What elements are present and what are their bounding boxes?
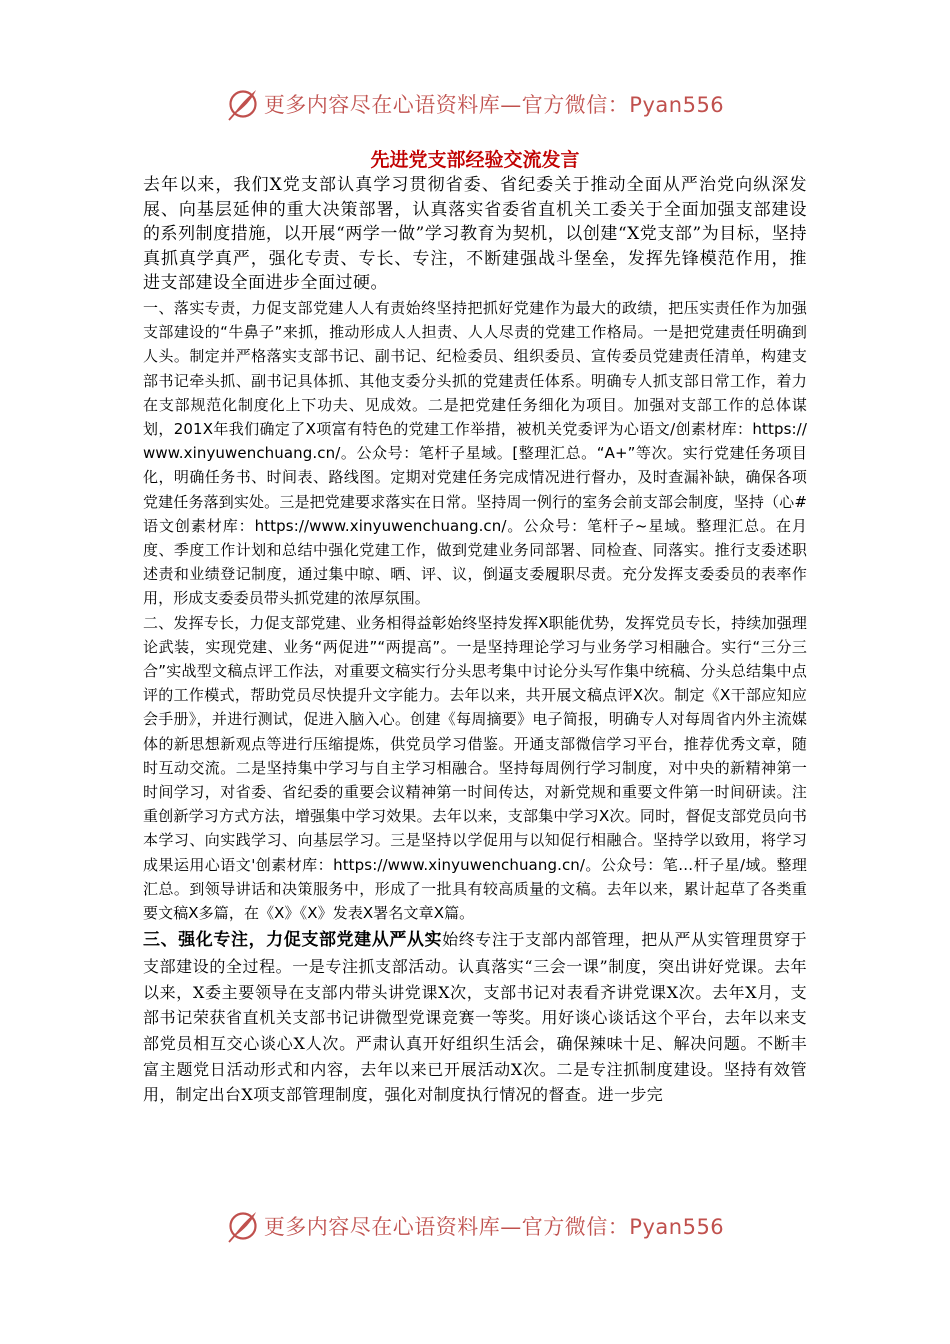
document-title: 先进党支部经验交流发言 bbox=[370, 149, 580, 171]
section-2-paragraph: 二、发挥专长，力促支部党建、业务相得益彰始终坚持发挥X职能优势，发挥党员专长，持续加强理论武装，实现党建、业务“两促进”“两提高”。一是坚持理论学习与业务学习相融合。实行“三分三合”实战型文稿点评工作法，对重要文稿实行分头思考集中讨论分头写作集中统稿、分头总结集中点评的工作模式，帮助党员尽快提升文字能力。去年以来，共开展文稿点评X次。制定《X干部应知应会手册》，并进行测试，促进入脑入心。创建《每周摘要》电子简报，明确专人对每周省内外主流媒体的新思想新观点等进行压缩提炼，供党员学习借鉴。开通支部微信学习平台，推荐优秀文章，随时互动交流。二是坚持集中学习与自主学习相融合。坚持每周例行学习制度，对中央的新精神第一时间学习，对省委、省纪委的重要会议精神第一时间传达，对新党规和重要文件第一时间研读。注重创新学习方式方法，增强集中学习效果。去年以来，支部集中学习X次。同时，督促支部党员向书本学习、向实践学习、向基层学习。三是坚持以学促用与以知促行相融合。坚持学以致用，将学习成果运用心语文'创素材库：https://www.xinyuwenchuang.cn/。公众号：笔…杆子星/域。整理汇总。到领导讲话和决策服务中，形成了一批具有较高质量的文稿。去年以来，累计起草了各类重要文稿X多篇，在《X》《X》发表X署名文章X篇。 bbox=[143, 613, 807, 923]
section-1-paragraph: 一、落实专责，力促支部党建人人有责始终坚持把抓好党建作为最大的政绩，把压实责任作为加强支部建设的“牛鼻子”来抓，推动形成人人担责、人人尽责的党建工作格局。一是把党建责任明确到人头。制定并严格落实支部书记、副书记、纪检委员、组织委员、宣传委员党建责任清单，构建支部书记牵头抓、副书记具体抓、其他支委分头抓的党建责任体系。明确专人抓支部日常工作，着力在支部规范化制度化上下功夫、见成效。二是把党建任务细化为项目。加强对支部工作的总体谋划，201X年我们确定了X项富有特色的党建工作举措，被机关党委评为心语文/创素材库：https://www.xinyuwenchuang.cn/。公众号：笔杆子星域。[整理汇总。“A+”等次。实行党建任务项目化，明确任务书、时间表、路线图。定期对党建任务完成情况进行督办，及时查漏补缺，确保各项党建任务落到实处。三是把党建要求落实在日常。坚持周一例行的室务会前支部会制度，坚持（心#语文创素材库：https://www.xinyuwenchuang.cn/。公众号：笔杆子~星域。整理汇总。在月度、季度工作计划和总结中强化党建工作，做到党建业务同部署、同检查、同落实。推行支委述职述责和业绩登记制度，通过集中晾、晒、评、议，倒逼支委履职尽责。充分发挥支委委员的表率作用，形成支委委员带头抓党建的浓厚氛围。 bbox=[143, 298, 807, 608]
section-3-heading: 三、强化专注，力促支部党建从严从实 bbox=[143, 930, 443, 951]
section-3-body: 始终专注于支部内部管理，把从严从实管理贯穿于支部建设的全过程。一是专注抓支部活动。认真落实“三会一课”制度，突出讲好党课。去年以来，X委主要领导在支部内带头讲党课X次，支部书记对表看齐讲党课X次。去年X月，支部书记荣获省直机关支部书记讲微型党课竞赛一等奖。用好谈心谈话这个平台，去年以来支部党员相互交心谈心X人次。严肃认真开好组织生活会，确保辣味十足、解决问题。不断丰富主题党日活动形式和内容，去年以来已开展活动X次。二是专注抓制度建设。坚持有效管用，制定出台X项支部管理制度，强化对制度执行情况的督查。进一步完 bbox=[143, 930, 807, 1105]
quill-pen-logo-icon bbox=[226, 1209, 260, 1243]
section-3-paragraph bbox=[143, 927, 807, 1108]
footer-watermark-banner bbox=[0, 1206, 950, 1246]
quill-pen-logo-icon bbox=[226, 87, 260, 121]
intro-paragraph: 去年以来，我们X党支部认真学习贯彻省委、省纪委关于推动全面从严治党向纵深发展、向基层延伸的重大决策部署，认真落实省委省直机关工委关于全面加强支部建设的系列制度措施，以开展“两学一做”学习教育为契机，以创建“X党支部”为目标，坚持真抓真学真严，强化专责、专长、专注，不断建强战斗堡垒，发挥先锋模范作用，推进支部建设全面进步全面过硬。 bbox=[143, 175, 807, 294]
header-watermark-banner bbox=[0, 84, 950, 124]
document-body bbox=[143, 173, 807, 1108]
watermark-text: 更多内容尽在心语资料库—官方微信：Pyan556 bbox=[263, 1215, 725, 1239]
watermark-text: 更多内容尽在心语资料库—官方微信：Pyan556 bbox=[263, 93, 725, 117]
